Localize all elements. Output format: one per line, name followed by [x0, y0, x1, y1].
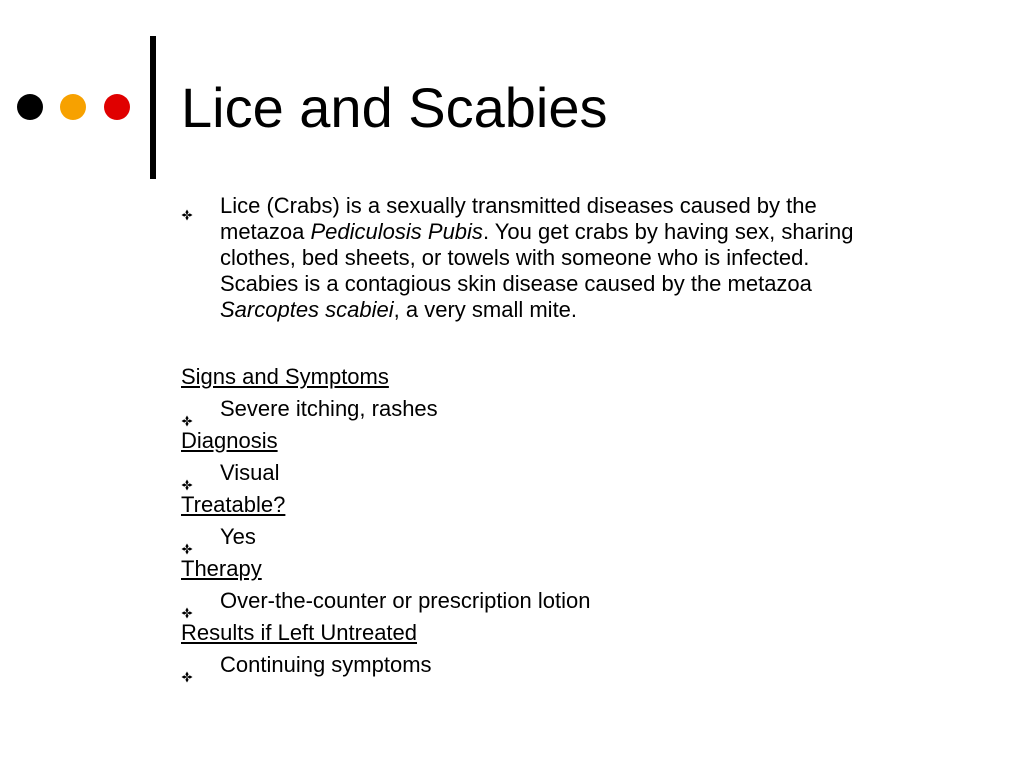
intro-line	[220, 193, 945, 219]
bullet-icon	[181, 596, 193, 608]
title-divider-bar	[150, 36, 156, 179]
section-bullet	[181, 585, 981, 617]
bullet-icon	[181, 404, 193, 416]
red-dot-icon	[104, 94, 130, 120]
bullet-icon	[181, 468, 193, 480]
text-run: metazoa	[220, 219, 311, 244]
slide-body	[181, 193, 981, 681]
section-heading: Signs and Symptoms	[181, 364, 389, 389]
section-bullet	[181, 521, 981, 553]
title-decoration	[0, 0, 160, 200]
text-run: Lice (Crabs) is a sexually transmitted diseases caused by the	[220, 193, 817, 218]
intro-line	[220, 271, 945, 297]
section-item-text: Visual	[220, 460, 280, 485]
black-dot-icon	[17, 94, 43, 120]
intro-line	[220, 297, 945, 323]
section-bullet	[181, 457, 981, 489]
italic-term: Pediculosis Pubis	[310, 219, 483, 244]
orange-dot-icon	[60, 94, 86, 120]
text-run: clothes, bed sheets, or towels with someone who is infected.	[220, 245, 810, 270]
bullet-icon	[181, 660, 193, 672]
section-item-text: Continuing symptoms	[220, 652, 432, 677]
intro-bullet	[181, 193, 945, 323]
section-heading: Diagnosis	[181, 428, 278, 453]
slide-title: Lice and Scabies	[181, 76, 608, 139]
text-run: , a very small mite.	[393, 297, 578, 322]
section-item-text: Over-the-counter or prescription lotion	[220, 588, 591, 613]
section-item-text: Yes	[220, 524, 256, 549]
section-heading: Treatable?	[181, 492, 286, 517]
intro-line	[220, 219, 945, 245]
section-item-text: Severe itching, rashes	[220, 396, 438, 421]
text-run: Scabies is a contagious skin disease caused by the metazoa	[220, 271, 812, 296]
italic-term: Sarcoptes scabiei	[220, 297, 394, 322]
text-run: . You get crabs by having sex, sharing	[482, 219, 854, 244]
section-heading: Therapy	[181, 556, 262, 581]
section-heading: Results if Left Untreated	[181, 620, 418, 645]
bullet-icon	[181, 532, 193, 544]
bullet-icon	[181, 201, 193, 213]
spacer	[181, 323, 981, 361]
intro-paragraph	[220, 193, 945, 323]
section-bullet	[181, 649, 981, 681]
sections-list	[181, 361, 981, 681]
section-bullet	[181, 393, 981, 425]
intro-line	[220, 245, 945, 271]
